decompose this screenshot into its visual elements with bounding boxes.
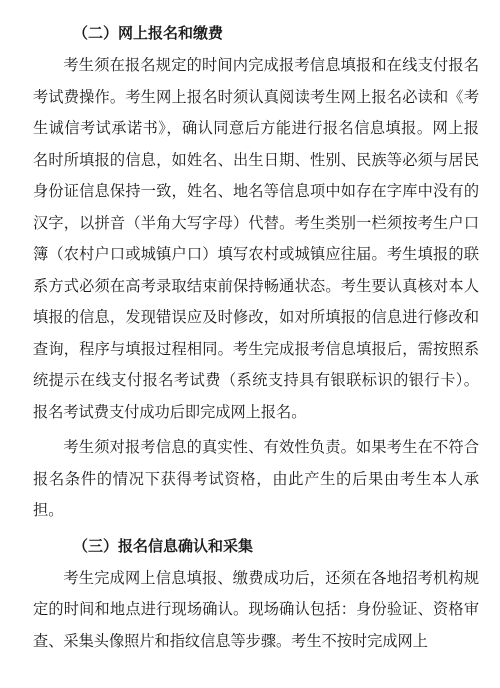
document-page <box>33 18 479 657</box>
section-heading-confirmation: （三）报名信息确认和采集 <box>73 536 254 555</box>
paragraph-onsite-confirmation: 考生完成网上信息填报、缴费成功后，还须在各地招考机构规定的时间和地点进行现场确认。现场确认包括：身份验证、资格审查、采集头像照片和指纹信息等步骤。考生不按时完成网上 <box>33 568 479 650</box>
paragraph-responsibility: 考生须对报考信息的真实性、有效性负责。如果考生在不符合报名条件的情况下获得考试资格，由此产生的后果由考生本人承担。 <box>33 438 479 519</box>
section-heading-online-registration: （二）网上报名和缴费 <box>73 24 224 42</box>
paragraph-registration-procedure: 考生须在报名规定的时间内完成报考信息填报和在线支付报名考试费操作。考生网上报名时须认真阅读考生网上报名必读和《考生诚信考试承诺书》，确认同意后方能进行报名信息填报。网上报名时所填报的信息，如姓名、出生日期、性别、民族等必须与居民身份证信息保持一致，姓名、地名等信息项中如存在字库中没有的汉字，以拼音（半角大写字母）代替。考生类别一栏须按考生户口簿（农村户口或城镇户口）填写农村或城镇应往届。考生填报的联系方式必须在高考录取结束前保持畅通状态。考生要认真核对本人填报的信息，发现错误应及时修改，如对所填报的信息进行修改和查询，程序与填报过程相同。考生完成报考信息填报后，需按照系统提示在线支付报名考试费（系统支持具有银联标识的银行卡）。报名考试费支付成功后即完成网上报名。 <box>33 56 479 421</box>
